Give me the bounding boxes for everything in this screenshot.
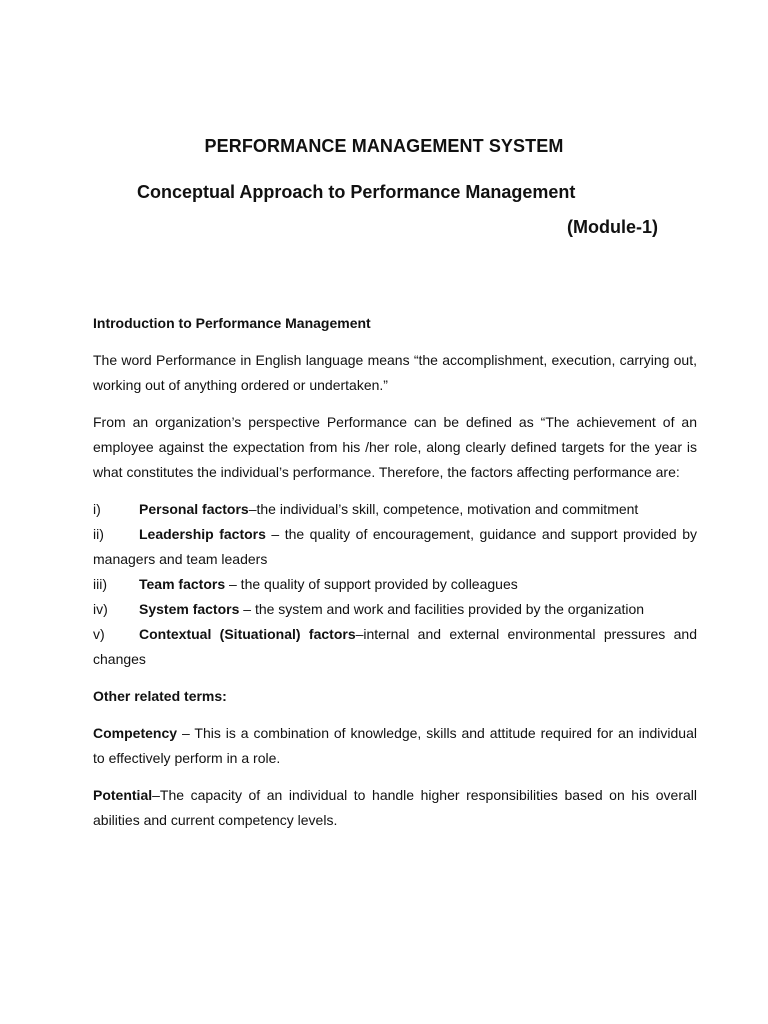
factor-description: – the quality of support provided by colleagues [225,576,518,592]
list-item [93,497,697,522]
factors-list [93,497,697,672]
factor-description: –internal and external environmental pressures and changes [93,626,697,667]
list-numeral: ii) [93,526,104,542]
list-item [93,597,697,622]
organization-perspective-paragraph: From an organization’s perspective Performance can be defined as “The achievement of an employee against the expectation from his /her role, along clearly defined targets for the year is what constitutes the individual’s performance. Therefore, the factors affecting performance are: [93,414,697,480]
list-numeral: iii) [93,576,107,592]
competency-definition: – This is a combination of knowledge, skills and attitude required for an individual to effectively perform in a role. [93,725,697,766]
intro-heading: Introduction to Performance Management [93,315,371,331]
other-terms-heading: Other related terms: [93,688,227,704]
list-numeral: i) [93,501,101,517]
potential-paragraph [93,783,697,833]
potential-term: Potential [93,787,153,803]
list-numeral: iv) [93,601,108,617]
factor-description: –the individual’s skill, competence, motivation and commitment [248,501,639,517]
list-item [93,622,697,672]
competency-paragraph [93,721,697,771]
module-label: (Module-1) [567,217,658,237]
factor-label: Contextual (Situational) factors [139,626,356,642]
document-body [93,311,697,845]
factor-label: System factors [139,601,240,617]
factor-label: Leadership factors [139,526,266,542]
list-item [93,572,697,597]
list-numeral: v) [93,626,105,642]
competency-term: Competency [93,725,178,741]
definition-paragraph: The word Performance in English language means “the accomplishment, execution, carrying out, working out of anything ordered or undertaken.” [93,352,697,393]
factor-description: – the quality of encouragement, guidance and support provided by managers and team leaders [93,526,697,567]
factor-label: Team factors [139,576,226,592]
factor-label: Personal factors [139,501,249,517]
document-title: PERFORMANCE MANAGEMENT SYSTEM [204,136,564,156]
potential-definition: –The capacity of an individual to handle higher responsibilities based on his overall abilities and current competency levels. [93,787,697,828]
factor-description: – the system and work and facilities provided by the organization [239,601,645,617]
document-subtitle: Conceptual Approach to Performance Management [137,182,576,202]
list-item [93,522,697,572]
